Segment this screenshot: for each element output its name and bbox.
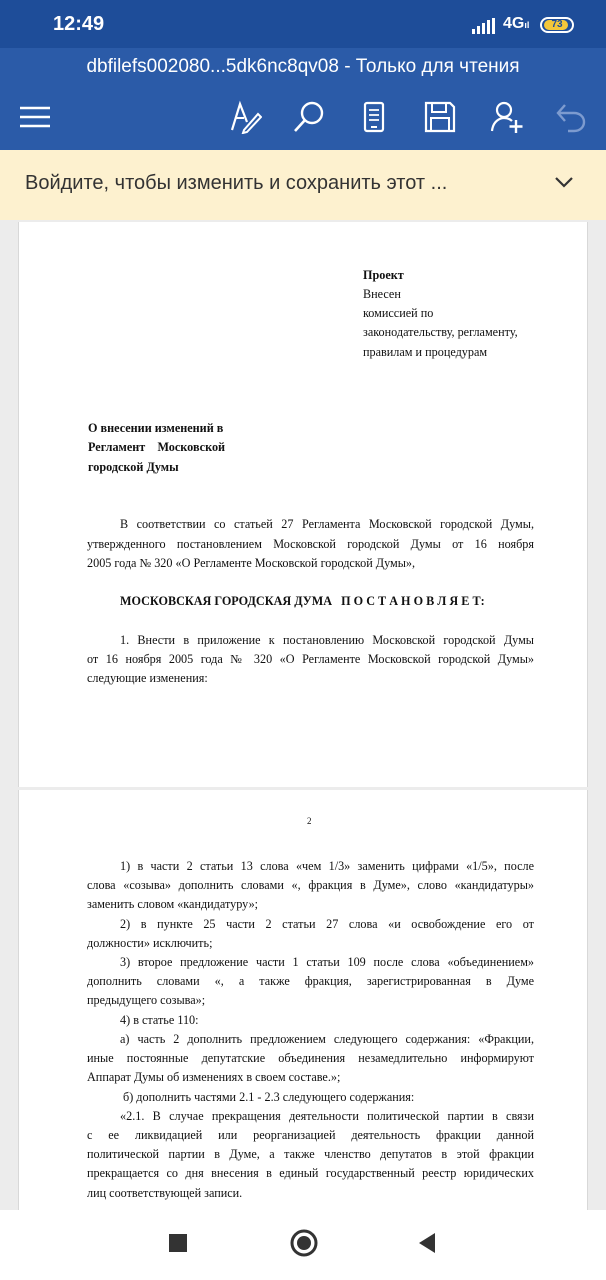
signal-strength-icon (472, 18, 496, 34)
text-line: политической партии в Думе, а также членство депутатов в этой фракции (87, 1147, 534, 1161)
text-line: 4) в статье 110: (120, 1013, 199, 1027)
signin-banner-text: Войдите, чтобы изменить и сохранить этот ... (25, 172, 448, 194)
intro-line: В соответствии со статьей 27 Регламента Московской городской Думы, (120, 517, 534, 531)
text-line: должности» исключить; (87, 936, 213, 950)
text-line: 1) в части 2 статьи 13 слова «чем 1/3» заменить цифрами «1/5», после (120, 859, 534, 873)
system-nav-bar (0, 1210, 606, 1280)
text-line: а) часть 2 дополнить предложением следующего содержания: «Фракции, (120, 1032, 534, 1046)
status-bar (0, 0, 606, 48)
text-line: Аппарат Думы об изменениях в своем составе.»; (87, 1070, 341, 1084)
text-line: прекращается со дня внесения в единый государственный реестр юридических (87, 1166, 534, 1180)
mobile-view-icon[interactable] (357, 100, 391, 134)
item1-line: от 16 ноября 2005 года № 320 «О Регламенте Московской городской Думы» (87, 652, 534, 666)
document-page-1 (18, 222, 588, 787)
header-project: Проект (363, 268, 404, 282)
document-title-line: Регламент Московской (88, 440, 226, 454)
battery-level: 73 (551, 19, 563, 30)
text-line: заменить словом «кандидатуру»; (87, 897, 259, 911)
text-line: с ее ликвидацией или реорганизацией деятельность фракции данной (87, 1128, 534, 1142)
item1-line: следующие изменения: (87, 671, 208, 685)
search-icon[interactable] (292, 100, 326, 134)
signin-banner[interactable] (0, 150, 606, 220)
battery-icon (540, 17, 574, 33)
item1-line: 1. Внести в приложение к постановлению Московской городской Думы (120, 633, 534, 647)
document-title-line: О внесении изменений в (88, 421, 224, 435)
header-line: правилам и процедурам (363, 345, 488, 359)
text-line: 3) второе предложение части 1 статьи 109 после слова «объединением» (120, 955, 534, 969)
header-line: законодательству, регламенту, (363, 325, 518, 339)
text-line: иные постоянные депутатские объединения незамедлительно информируют (87, 1051, 534, 1065)
menu-icon[interactable] (18, 100, 52, 134)
text-line: слова «созыва» дополнить словами «, фракция в Думе», слово «кандидатуры» (87, 878, 534, 892)
app-toolbar (0, 48, 606, 150)
decree-heading: МОСКОВСКАЯ ГОРОДСКАЯ ДУМА П О С Т А Н О В Л Я Е Т: (120, 594, 485, 608)
recent-apps-icon[interactable] (169, 1234, 187, 1252)
network-type: 4Gıl (503, 15, 530, 32)
text-line: предыдущего созыва»; (87, 993, 206, 1007)
text-line: 2) в пункте 25 части 2 статьи 27 слова «и освобождение его от (120, 917, 534, 931)
intro-line: утвержденного постановлением Московской городской Думы от 16 ноября (87, 537, 534, 551)
page-number: 2 (307, 816, 312, 826)
home-icon[interactable] (290, 1229, 318, 1257)
text-line: б) дополнить частями 2.1 - 2.3 следующего содержания: (123, 1090, 415, 1104)
text-line: дополнить словами «, а также фракция, зарегистрированная в Думе (87, 974, 534, 988)
status-time: 12:49 (53, 13, 105, 35)
header-line: Внесен (363, 287, 401, 301)
draw-pen-icon[interactable] (228, 100, 262, 134)
undo-icon[interactable] (554, 100, 588, 134)
save-icon[interactable] (423, 100, 457, 134)
text-line: лиц соответствующей записи. (87, 1186, 243, 1200)
back-icon[interactable] (417, 1232, 437, 1254)
chevron-down-icon[interactable] (554, 175, 574, 189)
share-person-icon[interactable] (490, 100, 524, 134)
document-title-line: городской Думы (88, 460, 179, 474)
intro-line: 2005 года № 320 «О Регламенте Московской городской Думы», (87, 556, 416, 570)
document-page-2 (18, 790, 588, 1210)
document-title: dbfilefs002080...5dk6nc8qv08 - Только для чтения (86, 56, 520, 77)
text-line: «2.1. В случае прекращения деятельности политической партии в связи (120, 1109, 534, 1123)
header-line: комиссией по (363, 306, 434, 320)
